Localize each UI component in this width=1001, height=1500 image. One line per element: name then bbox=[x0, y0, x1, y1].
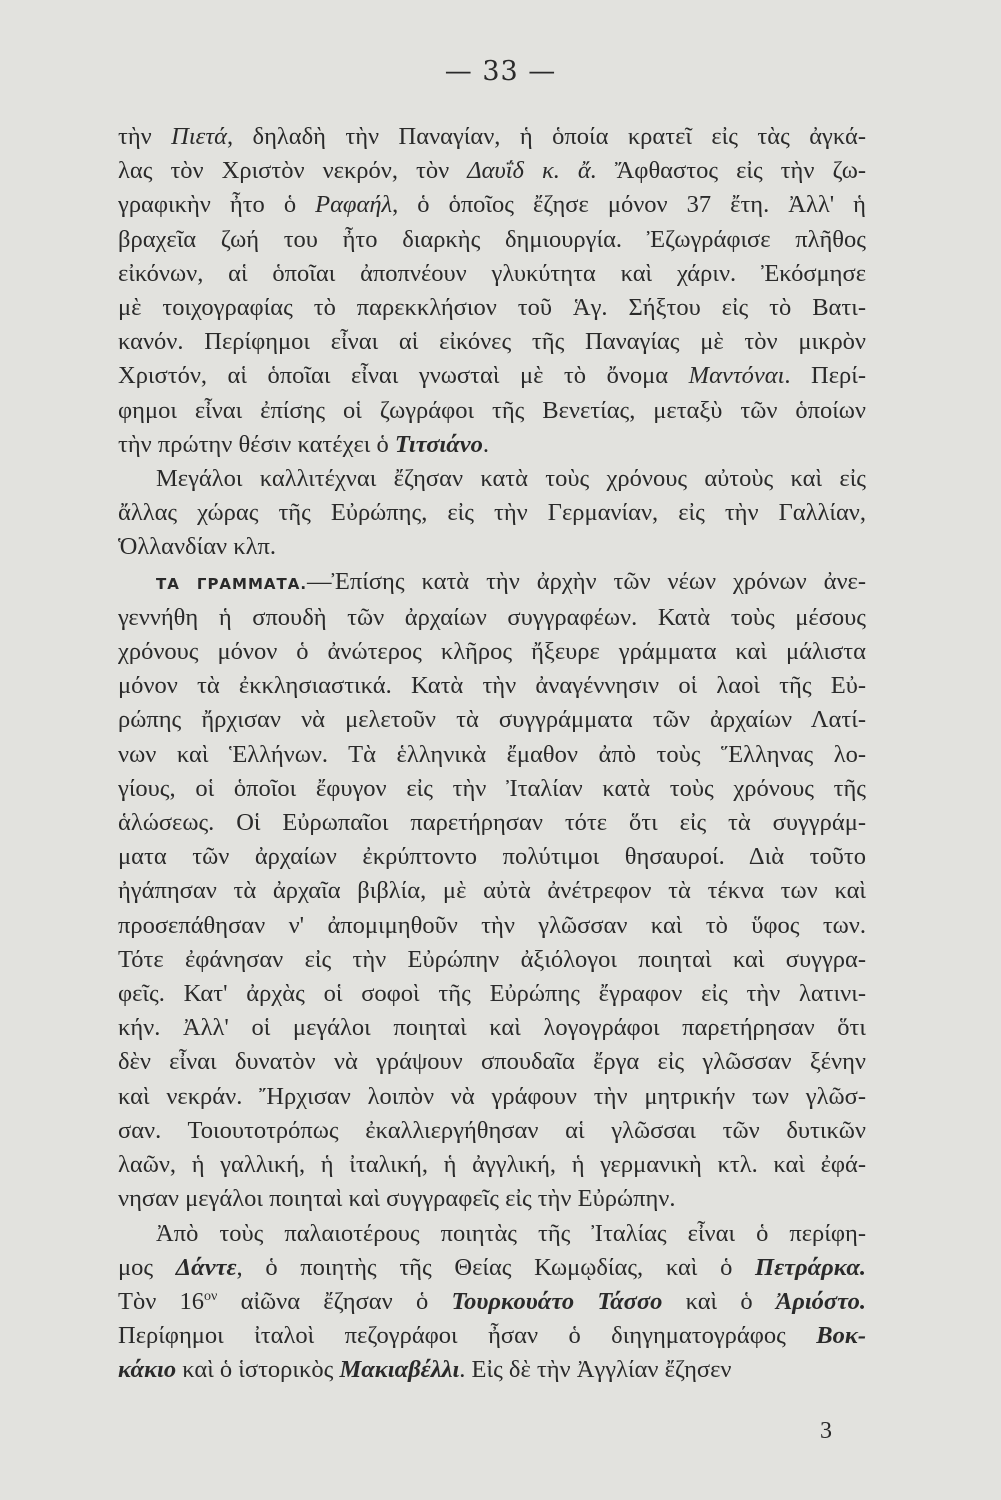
text-run: Τιτσιάνο bbox=[394, 430, 483, 458]
text-run: . Περί- bbox=[784, 362, 866, 390]
text-line bbox=[118, 1285, 866, 1319]
text-run: καὶ ὁ bbox=[662, 1287, 776, 1315]
text-run: φεῖς. Κατ' ἀρχὰς οἱ σοφοὶ τῆς Εὐρώπης ἔγραφον εἰς τὴν λατινι- bbox=[118, 980, 866, 1008]
text-run: καὶ νεκράν. Ἤρχισαν λοιπὸν νὰ γράφουν τὴν μητρικήν των γλῶσ- bbox=[118, 1082, 866, 1110]
text-run: αἰῶνα ἔζησαν ὁ bbox=[217, 1287, 452, 1315]
text-run: Πετράρκα. bbox=[755, 1253, 866, 1281]
text-run: λαῶν, ἡ γαλλική, ἡ ἰταλική, ἡ ἀγγλική, ἡ γερμανικὴ κτλ. καὶ ἐφά- bbox=[118, 1151, 866, 1179]
text-run: καὶ ὁ ἱστορικὸς bbox=[176, 1356, 340, 1384]
text-run: Ραφαήλ bbox=[315, 191, 393, 219]
text-run: ρώπης ἤρχισαν νὰ μελετοῦν τὰ συγγράμματα τῶν ἀρχαίων Λατί- bbox=[118, 706, 866, 734]
text-line bbox=[118, 1251, 866, 1285]
text-run: τὴν bbox=[118, 123, 172, 150]
text-line bbox=[118, 325, 866, 359]
text-run: Ἀπὸ τοὺς παλαιοτέρους ποιητὰς τῆς Ἰταλίας εἶναι ὁ περίφη- bbox=[156, 1219, 866, 1247]
text-run: Δάντε bbox=[175, 1253, 237, 1281]
text-run: βραχεῖα ζωή του ἦτο διαρκὴς δημιουργία. Ἐζωγράφισε πλῆθος bbox=[118, 225, 866, 253]
text-line bbox=[118, 601, 866, 635]
text-run: ΤΑ ΓΡΑΜΜΑΤΑ. bbox=[156, 574, 308, 593]
text-run: Μεγάλοι καλλιτέχναι ἔζησαν κατὰ τοὺς χρόνους αὐτοὺς καὶ εἰς bbox=[156, 465, 866, 493]
text-run: Χριστόν, αἱ ὁποῖαι εἶναι γνωσταὶ μὲ τὸ ὄνομα bbox=[118, 362, 689, 390]
text-line bbox=[118, 943, 866, 977]
text-run: μὲ τοιχογραφίας τὸ παρεκκλήσιον τοῦ Ἁγ. Σήξτου εἰς τὸ Βατι- bbox=[118, 294, 866, 322]
text-run: λας τὸν Χριστὸν νεκρόν, τὸν bbox=[118, 157, 468, 185]
text-line bbox=[118, 977, 866, 1011]
text-run: σαν. Τοιουτοτρόπως ἐκαλλιεργήθησαν αἱ γλῶσσαι τῶν δυτικῶν bbox=[118, 1116, 866, 1144]
text-line bbox=[118, 1353, 866, 1387]
text-run: Μακιαβέλλι bbox=[339, 1356, 460, 1384]
text-line bbox=[118, 188, 866, 222]
text-line bbox=[118, 703, 866, 737]
text-run: τὴν πρώτην θέσιν κατέχει ὁ bbox=[118, 430, 395, 458]
paragraph bbox=[118, 565, 866, 1217]
text-run: δὲν εἶναι δυνατὸν νὰ γράψουν σπουδαῖα ἔργα εἰς γλῶσσαν ξένην bbox=[118, 1048, 866, 1076]
text-run: Περίφημοι ἰταλοὶ πεζογράφοι ἦσαν ὁ διηγηματογράφος bbox=[118, 1322, 817, 1350]
text-line bbox=[118, 1114, 866, 1148]
text-line bbox=[118, 874, 866, 908]
text-line bbox=[118, 840, 866, 874]
text-line bbox=[118, 154, 866, 188]
text-run: Ὁλλανδίαν κλπ. bbox=[118, 533, 276, 561]
text-run: νησαν μεγάλοι ποιηταὶ καὶ συγγραφεῖς εἰς τὴν Εὐρώπην. bbox=[118, 1185, 676, 1213]
paragraph bbox=[118, 462, 866, 565]
text-run: Ἄφθαστος εἰς τὴν ζω- bbox=[596, 157, 866, 185]
text-line bbox=[118, 291, 866, 325]
text-run: κήν. Ἀλλ' οἱ μεγάλοι ποιηταὶ καὶ λογογράφοι παρετήρησαν ὅτι bbox=[118, 1014, 866, 1042]
text-line bbox=[118, 496, 866, 530]
text-run: . Εἰς δὲ τὴν Ἀγγλίαν ἔζησεν bbox=[459, 1356, 732, 1384]
paragraph bbox=[118, 1217, 866, 1388]
text-run: ἄλλας χώρας τῆς Εὐρώπης, εἰς τὴν Γερμανίαν, εἰς τὴν Γαλλίαν, bbox=[118, 499, 866, 527]
text-line bbox=[118, 257, 866, 291]
text-run: ον bbox=[204, 1288, 218, 1304]
text-run: Δαυΐδ κ. ἄ. bbox=[467, 157, 597, 185]
text-line bbox=[118, 223, 866, 257]
text-run: φημοι εἶναι ἐπίσης οἱ ζωγράφοι τῆς Βενετίας, μεταξὺ τῶν ὁποίων bbox=[118, 396, 866, 424]
text-run: εἰκόνων, αἱ ὁποῖαι ἀποπνέουν γλυκύτητα καὶ χάριν. Ἐκόσμησε bbox=[118, 259, 866, 287]
text-line bbox=[118, 772, 866, 806]
text-run: μος bbox=[118, 1253, 176, 1281]
text-run: , ὁ ποιητὴς τῆς Θείας Κωμῳδίας, καὶ ὁ bbox=[236, 1253, 756, 1281]
text-run: Τουρκουάτο Τάσσο bbox=[451, 1287, 663, 1315]
text-run: χρόνους μόνον ὁ ἀνώτερος κλῆρος ἤξευρε γράμματα καὶ μάλιστα bbox=[118, 638, 866, 666]
text-run: Πιετά bbox=[171, 123, 227, 150]
text-run: γεννήθη ἡ σπουδὴ τῶν ἀρχαίων συγγραφέων. Κατὰ τοὺς μέσους bbox=[118, 603, 866, 631]
text-run: . bbox=[482, 430, 490, 458]
text-line bbox=[118, 738, 866, 772]
text-run: γραφικὴν ἦτο ὁ bbox=[118, 191, 316, 219]
text-run: προσεπάθησαν ν' ἀπομιμηθοῦν τὴν γλῶσσαν καὶ τὸ ὕφος των. bbox=[118, 911, 866, 939]
text-line bbox=[118, 669, 866, 703]
text-line bbox=[118, 1319, 866, 1353]
text-run: , δηλαδὴ τὴν Παναγίαν, ἡ ὁποία κρατεῖ εἰς τὰς ἀγκά- bbox=[226, 123, 866, 150]
text-line bbox=[118, 635, 866, 669]
body-text bbox=[118, 120, 866, 1388]
text-run: Τότε ἐφάνησαν εἰς τὴν Εὐρώπην ἀξιόλογοι ποιηταὶ καὶ συγγρα- bbox=[118, 945, 866, 973]
page-number: — 33 — bbox=[444, 56, 557, 87]
text-line bbox=[118, 1080, 866, 1114]
text-line bbox=[118, 394, 866, 428]
text-line bbox=[118, 1011, 866, 1045]
text-run: , ὁ ὁποῖος ἔζησε μόνον 37 ἔτη. Ἀλλ' ἡ bbox=[392, 191, 866, 219]
text-run: Τὸν 16 bbox=[118, 1287, 205, 1315]
text-run: μόνον τὰ ἐκκλησιαστικά. Κατὰ τὴν ἀναγέννησιν οἱ λαοὶ τῆς Εὐ- bbox=[118, 672, 866, 700]
text-run: ἠγάπησαν τὰ ἀρχαῖα βιβλία, μὲ αὐτὰ ἀνέτρεφον τὰ τέκνα των καὶ bbox=[118, 877, 866, 905]
signature-mark: 3 bbox=[820, 1418, 832, 1444]
text-line bbox=[118, 565, 866, 601]
text-line bbox=[118, 462, 866, 496]
text-line bbox=[118, 1148, 866, 1182]
text-run: νων καὶ Ἑλλήνων. Τὰ ἑλληνικὰ ἔμαθον ἀπὸ τοὺς Ἕλληνας λο- bbox=[118, 740, 866, 768]
text-run: κανόν. Περίφημοι εἶναι αἱ εἰκόνες τῆς Παναγίας μὲ τὸν μικρὸν bbox=[118, 328, 866, 356]
text-line bbox=[118, 1182, 866, 1216]
text-run: ματα τῶν ἀρχαίων ἐκρύπτοντο πολύτιμοι θησαυροί. Διὰ τοῦτο bbox=[118, 843, 866, 871]
text-run: ἁλώσεως. Οἱ Εὐρωπαῖοι παρετήρησαν τότε ὅτι εἰς τὰ συγγράμ- bbox=[118, 809, 866, 837]
text-run: Βοκ- bbox=[816, 1322, 866, 1350]
text-line bbox=[118, 428, 866, 462]
text-run: —Ἐπίσης κατὰ τὴν ἀρχὴν τῶν νέων χρόνων ἀνε- bbox=[307, 567, 866, 595]
text-line bbox=[118, 120, 866, 154]
text-run: κάκιο bbox=[118, 1356, 177, 1384]
text-run: γίους, οἱ ὁποῖοι ἔφυγον εἰς τὴν Ἰταλίαν κατὰ τοὺς χρόνους τῆς bbox=[118, 774, 866, 802]
text-line bbox=[118, 806, 866, 840]
text-run: Μαντόναι bbox=[688, 362, 785, 390]
text-line bbox=[118, 909, 866, 943]
paragraph bbox=[118, 120, 866, 462]
text-run: Ἀριόστο. bbox=[775, 1287, 866, 1315]
text-line bbox=[118, 1217, 866, 1251]
text-line bbox=[118, 359, 866, 393]
text-line bbox=[118, 1045, 866, 1079]
text-line bbox=[118, 530, 866, 564]
